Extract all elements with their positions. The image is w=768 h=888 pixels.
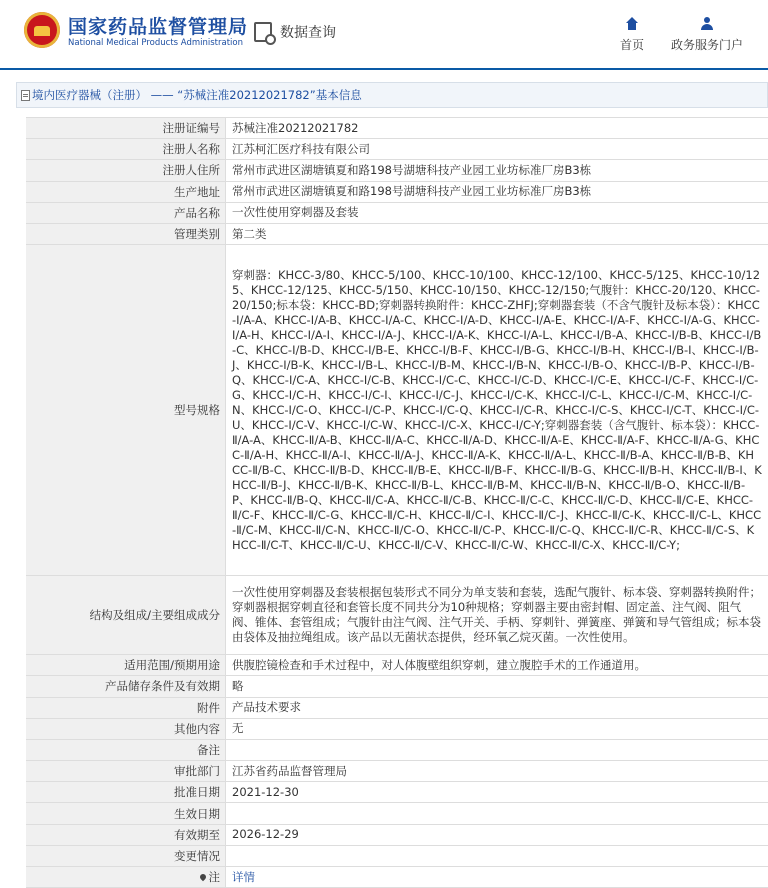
detail-row-attachment <box>26 698 768 719</box>
field-value: 2021-12-30 <box>232 784 299 799</box>
detail-row-effective-date <box>26 803 768 824</box>
detail-row-structure <box>26 576 768 655</box>
detail-row-production-address <box>26 182 768 203</box>
document-icon <box>21 90 30 101</box>
field-label: 生效日期 <box>26 803 226 823</box>
detail-row-registrant-address <box>26 160 768 181</box>
field-label-note <box>26 867 226 887</box>
detail-row-reg-no <box>26 118 768 139</box>
field-value: 江苏省药品监督管理局 <box>232 763 347 778</box>
nav-service-portal[interactable] <box>670 17 744 53</box>
field-label: 型号规格 <box>26 245 226 575</box>
field-label: 产品名称 <box>26 203 226 223</box>
field-value <box>226 803 768 823</box>
field-value: 江苏柯汇医疗科技有限公司 <box>232 141 370 156</box>
field-label: 注册人住所 <box>26 160 226 180</box>
field-value: 无 <box>232 721 244 736</box>
detail-row-registrant <box>26 139 768 160</box>
detail-row-intended-use <box>26 655 768 676</box>
field-value: 略 <box>232 678 244 693</box>
detail-row-storage <box>26 676 768 697</box>
nav-home-label: 首页 <box>619 38 644 52</box>
nav-home[interactable] <box>618 17 646 53</box>
field-label: 生产地址 <box>26 182 226 202</box>
field-label: 变更情况 <box>26 846 226 866</box>
field-value: 一次性使用穿刺器及套装 <box>232 205 359 220</box>
field-value: 常州市武进区湖塘镇夏和路198号湖塘科技产业园工业坊标准厂房B3栋 <box>232 162 592 177</box>
nav-service-label: 政务服务门户 <box>670 38 743 52</box>
field-value: 苏械注准20212021782 <box>232 120 359 135</box>
field-label: 适用范围/预期用途 <box>26 655 226 675</box>
field-value <box>226 846 768 866</box>
field-value: 第二类 <box>232 226 267 241</box>
detail-row-note <box>26 867 768 888</box>
org-name-cn[interactable]: 国家药品监督管理局 <box>68 16 249 38</box>
breadcrumb <box>16 82 768 108</box>
field-label: 产品储存条件及有效期 <box>26 676 226 696</box>
data-query-link[interactable] <box>254 22 336 42</box>
breadcrumb-text: 境内医疗器械（注册） —— “苏械注准20212021782”基本信息 <box>32 88 362 102</box>
field-value: 常州市武进区湖塘镇夏和路198号湖塘科技产业园工业坊标准厂房B3栋 <box>232 184 592 199</box>
detail-row-other <box>26 719 768 740</box>
field-label: 备注 <box>26 740 226 760</box>
field-value: 供腹腔镜检查和手术过程中，对人体腹壁组织穿刺，建立腹腔手术的工作通道用。 <box>232 657 646 672</box>
field-value: 2026-12-29 <box>232 827 299 842</box>
detail-row-remarks <box>26 740 768 761</box>
field-label: 批准日期 <box>26 782 226 802</box>
field-value: 产品技术要求 <box>232 700 301 715</box>
header-divider <box>0 68 768 70</box>
site-header <box>0 0 768 68</box>
field-value <box>226 740 768 760</box>
detail-row-approval-dept <box>26 761 768 782</box>
search-document-icon <box>254 22 272 42</box>
field-value: 一次性使用穿刺器及套装根据包装形式不同分为单支装和套装，选配气腹针、标本袋、穿刺器转换附件；穿刺器根据穿刺直径和套管长度不同共分为10种规格；穿刺器主要由密封帽、固定盖、注气阀、阻气阀、锥体、套管组成；气腹针由注气阀、注气开关、手柄、穿刺针、弹簧座、弹簧和导气管组成；标本袋由袋体及抽拉绳组成。该产品以无菌状态提供，经环氧乙烷灭菌。一次性使用。 <box>232 585 761 645</box>
location-pin-icon <box>198 873 206 881</box>
detail-row-approval-date <box>26 782 768 803</box>
national-emblem-icon <box>24 12 60 48</box>
detail-row-changes <box>26 846 768 867</box>
field-label: 其他内容 <box>26 719 226 739</box>
home-icon <box>625 17 639 31</box>
data-query-label: 数据查询 <box>280 25 336 41</box>
detail-row-product-name <box>26 203 768 224</box>
field-value <box>226 867 768 887</box>
detail-table <box>26 117 768 888</box>
field-label: 管理类别 <box>26 224 226 244</box>
detail-row-category <box>26 224 768 245</box>
details-link[interactable]: 详情 <box>232 869 255 884</box>
note-label: 注 <box>208 870 220 885</box>
field-label: 有效期至 <box>26 825 226 845</box>
detail-row-model-spec <box>26 245 768 576</box>
detail-row-expiry-date <box>26 825 768 846</box>
org-name-en[interactable]: National Medical Products Administration <box>68 38 243 48</box>
field-label: 附件 <box>26 698 226 718</box>
field-label: 注册证编号 <box>26 118 226 138</box>
field-label: 注册人名称 <box>26 139 226 159</box>
field-label: 审批部门 <box>26 761 226 781</box>
field-value: 穿刺器：KHCC-3/80、KHCC-5/100、KHCC-10/100、KHCC-12/100、KHCC-5/125、KHCC-10/125、KHCC-12/125、KHCC-5/150、KHCC-10/150、KHCC-12/150;气腹针：KHCC-20/120、KHCC-20/150;标本袋：KHCC-BD;穿刺器转换附件：KHCC-ZHFJ;穿刺器套装（不含气腹针及标本袋）：KHCC-Ⅰ/A-A、KHCC-Ⅰ/A-B、KHCC-Ⅰ/A-C、KHCC-Ⅰ/A-D、KHCC-Ⅰ/A-E、KHCC-Ⅰ/A-F、KHCC-Ⅰ/A-G、KHCC-Ⅰ/A-H、KHCC-Ⅰ/A-I、KHCC-Ⅰ/A-J、KHCC-Ⅰ/A-K、KHCC-Ⅰ/A-L、KHCC-Ⅰ/B-A、KHCC-Ⅰ/B-B、KHCC-Ⅰ/B-C、KHCC-Ⅰ/B-D、KHCC-Ⅰ/B-E、KHCC-Ⅰ/B-F、KHCC-Ⅰ/B-G、KHCC-Ⅰ/B-H、KHCC-Ⅰ/B-I、KHCC-Ⅰ/B-J、KHCC-Ⅰ/B-K、KHCC-Ⅰ/B-L、KHCC-Ⅰ/B-M、KHCC-Ⅰ/B-N、KHCC-Ⅰ/B-O、KHCC-Ⅰ/B-P、KHCC-Ⅰ/B-Q、KHCC-Ⅰ/C-A、KHCC-Ⅰ/C-B、KHCC-Ⅰ/C-C、KHCC-Ⅰ/C-D、KHCC-Ⅰ/C-E、KHCC-Ⅰ/C-F、KHCC-Ⅰ/C-G、KHCC-Ⅰ/C-H、KHCC-Ⅰ/C-I、KHCC-Ⅰ/C-J、KHCC-Ⅰ/C-K、KHCC-Ⅰ/C-L、KHCC-Ⅰ/C-M、KHCC-Ⅰ/C-N、KHCC-Ⅰ/C-O、KHCC-Ⅰ/C-P、KHCC-Ⅰ/C-Q、KHCC-Ⅰ/C-R、KHCC-Ⅰ/C-S、KHCC-Ⅰ/C-T、KHCC-Ⅰ/C-U、KHCC-Ⅰ/C-V、KHCC-Ⅰ/C-W、KHCC-Ⅰ/C-X、KHCC-Ⅰ/C-Y;穿刺器套装（含气腹针、标本袋）：KHCC-Ⅱ/A-A、KHCC-Ⅱ/A-B、KHCC-Ⅱ/A-C、KHCC-Ⅱ/A-D、KHCC-Ⅱ/A-E、KHCC-Ⅱ/A-F、KHCC-Ⅱ/A-G、KHCC-Ⅱ/A-H、KHCC-Ⅱ/A-I、KHCC-Ⅱ/A-J、KHCC-Ⅱ/A-K、KHCC-Ⅱ/A-L、KHCC-Ⅱ/B-A、KHCC-Ⅱ/B-B、KHCC-Ⅱ/B-C、KHCC-Ⅱ/B-D、KHCC-Ⅱ/B-E、KHCC-Ⅱ/B-F、KHCC-Ⅱ/B-G、KHCC-Ⅱ/B-H、KHCC-Ⅱ/B-I、KHCC-Ⅱ/B-J、KHCC-Ⅱ/B-K、KHCC-Ⅱ/B-L、KHCC-Ⅱ/B-M、KHCC-Ⅱ/B-N、KHCC-Ⅱ/B-O、KHCC-Ⅱ/B-P、KHCC-Ⅱ/B-Q、KHCC-Ⅱ/C-A、KHCC-Ⅱ/C-B、KHCC-Ⅱ/C-C、KHCC-Ⅱ/C-D、KHCC-Ⅱ/C-E、KHCC-Ⅱ/C-F、KHCC-Ⅱ/C-G、KHCC-Ⅱ/C-H、KHCC-Ⅱ/C-I、KHCC-Ⅱ/C-J、KHCC-Ⅱ/C-K、KHCC-Ⅱ/C-L、KHCC-Ⅱ/C-M、KHCC-Ⅱ/C-N、KHCC-Ⅱ/C-O、KHCC-Ⅱ/C-P、KHCC-Ⅱ/C-Q、KHCC-Ⅱ/C-R、KHCC-Ⅱ/C-S、KHCC-Ⅱ/C-T、KHCC-Ⅱ/C-U、KHCC-Ⅱ/C-V、KHCC-Ⅱ/C-W、KHCC-Ⅱ/C-X、KHCC-Ⅱ/C-Y; <box>232 267 762 552</box>
field-label: 结构及组成/主要组成成分 <box>26 576 226 654</box>
user-icon <box>700 17 714 31</box>
